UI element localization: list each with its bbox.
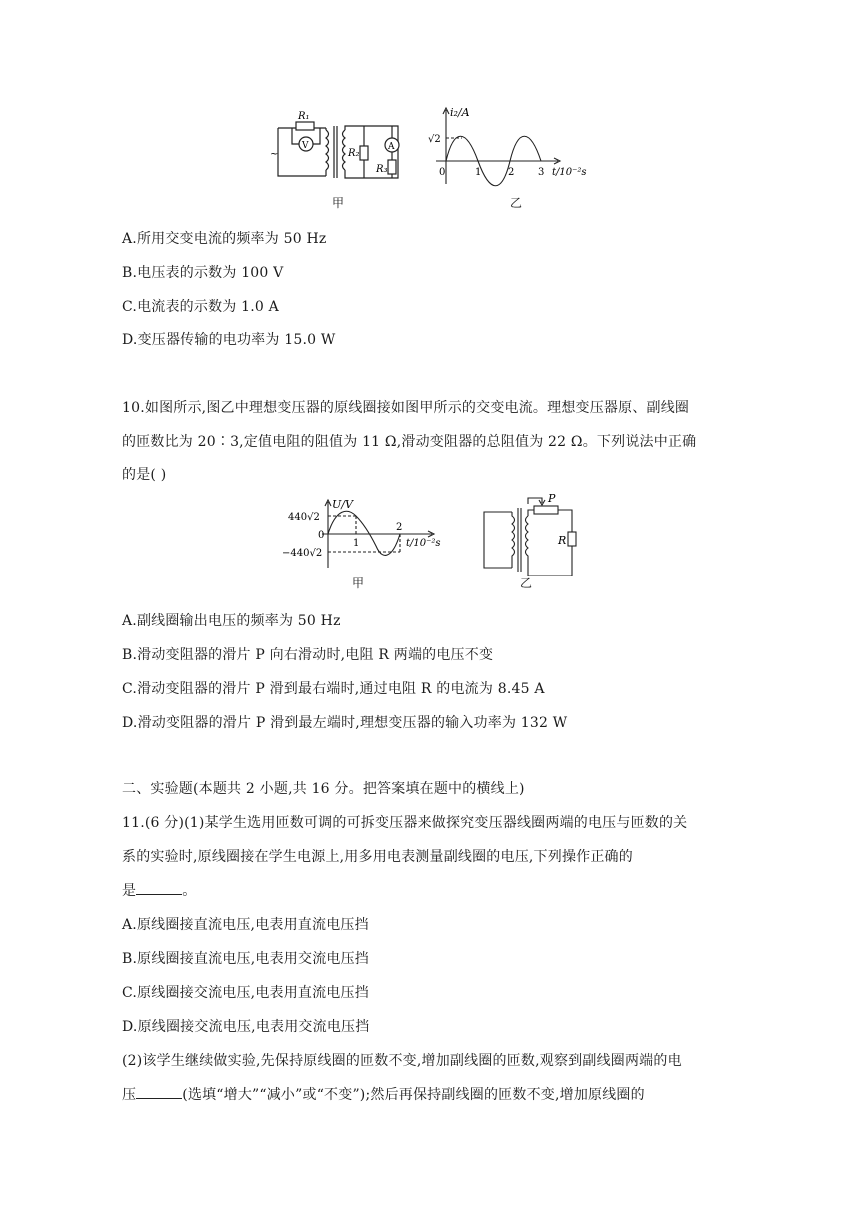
tick-label-1: 1 [475, 167, 482, 178]
q10-stem-line1: 10.如图所示,图乙中理想变压器的原线圈接如图甲所示的交变电流。理想变压器原、副线圈 [122, 400, 690, 416]
voltmeter-label: V [302, 141, 309, 151]
origin-label: 0 [439, 167, 446, 178]
q9-option-a: A.所用交变电流的频率为 50 Hz [122, 231, 327, 247]
r2-label: R₂ [348, 148, 360, 159]
q11-option-d: D.原线圈接交流电压,电表用交流电压挡 [122, 1019, 370, 1035]
q11-stem-line3-text: 是 [122, 883, 137, 899]
positive-peak-label: 440√2 [288, 512, 320, 523]
q10-option-b: B.滑动变阻器的滑片 P 向右滑动时,电阻 R 两端的电压不变 [122, 647, 494, 663]
q10-option-c: C.滑动变阻器的滑片 P 滑到最右端时,通过电阻 R 的电流为 8.45 A [122, 681, 545, 697]
tick-label-1: 1 [353, 538, 360, 549]
current-graph-yi [428, 104, 598, 188]
voltage-graph-jia [282, 496, 452, 570]
circuit-diagram-jia [268, 108, 418, 188]
figure-caption-yi: 乙 [510, 196, 523, 210]
q11-option-c: C.原线圈接交流电压,电表用直流电压挡 [122, 985, 369, 1001]
slider-p-label: P [548, 492, 556, 505]
r3-label: R₃ [376, 164, 388, 175]
q9-option-b: B.电压表的示数为 100 V [122, 265, 284, 281]
answer-blank[interactable] [136, 882, 182, 895]
y-axis-label: U/V [332, 498, 353, 511]
tick-label-3: 3 [538, 167, 545, 178]
r1-label: R₁ [298, 111, 310, 122]
q11-option-b: B.原线圈接直流电压,电表用交流电压挡 [122, 951, 369, 967]
tick-label-2: 2 [508, 167, 515, 178]
section-heading: 二、实验题(本题共 2 小题,共 16 分。把答案填在题中的横线上) [122, 781, 525, 797]
q11-part2-line2 [122, 1084, 645, 1104]
x-axis-label: t/10⁻²s [552, 167, 587, 178]
q9-option-d: D.变压器传输的电功率为 15.0 W [122, 332, 336, 348]
figure-caption-yi: 乙 [520, 576, 533, 590]
ammeter-label: A [388, 142, 395, 152]
figure-caption-jia: 甲 [352, 576, 365, 590]
q11-stem-line2: 系的实验时,原线圈接在学生电源上,用多用电表测量副线圈的电压,下列操作正确的 [122, 849, 633, 865]
q10-stem-line2: 的匝数比为 20∶3,定值电阻的阻值为 11 Ω,滑动变阻器的总阻值为 22 Ω。下列说法中正确 [122, 434, 697, 450]
transformer-circuit-yi [478, 492, 588, 576]
q11-option-a: A.原线圈接直流电压,电表用直流电压挡 [122, 917, 369, 933]
peak-label: √2 [428, 134, 441, 145]
q11-part2-line2-rest: (选填“增大”“减小”或“不变”);然后再保持副线圈的匝数不变,增加原线圈的 [182, 1087, 645, 1103]
ac-source-symbol: ~ [270, 149, 279, 160]
q10-option-d: D.滑动变阻器的滑片 P 滑到最左端时,理想变压器的输入功率为 132 W [122, 715, 568, 731]
q11-part2-line1: (2)该学生继续做实验,先保持原线圈的匝数不变,增加副线圈的匝数,观察到副线圈两端的电 [122, 1053, 682, 1069]
q9-option-c: C.电流表的示数为 1.0 A [122, 299, 279, 315]
q11-stem-line1: 11.(6 分)(1)某学生选用匝数可调的可拆变压器来做探究变压器线圈两端的电压与匝数的关 [122, 815, 688, 831]
q10-stem-line3: 的是( ) [122, 467, 167, 483]
figure-caption-jia: 甲 [332, 196, 345, 210]
q11-stem-line3-end: 。 [182, 883, 197, 899]
answer-blank[interactable] [136, 1086, 182, 1099]
q11-stem-line3 [122, 880, 196, 900]
negative-peak-label: −440√2 [282, 548, 323, 559]
x-axis-label: t/10⁻²s [406, 538, 441, 549]
q11-part2-line2-text: 压 [122, 1087, 137, 1103]
y-axis-label: i₂/A [450, 106, 470, 119]
tick-label-2: 2 [396, 522, 403, 533]
q10-option-a: A.副线圈输出电压的频率为 50 Hz [122, 613, 341, 629]
zero-label: 0 [318, 530, 325, 541]
resistor-r-label: R [558, 534, 567, 547]
